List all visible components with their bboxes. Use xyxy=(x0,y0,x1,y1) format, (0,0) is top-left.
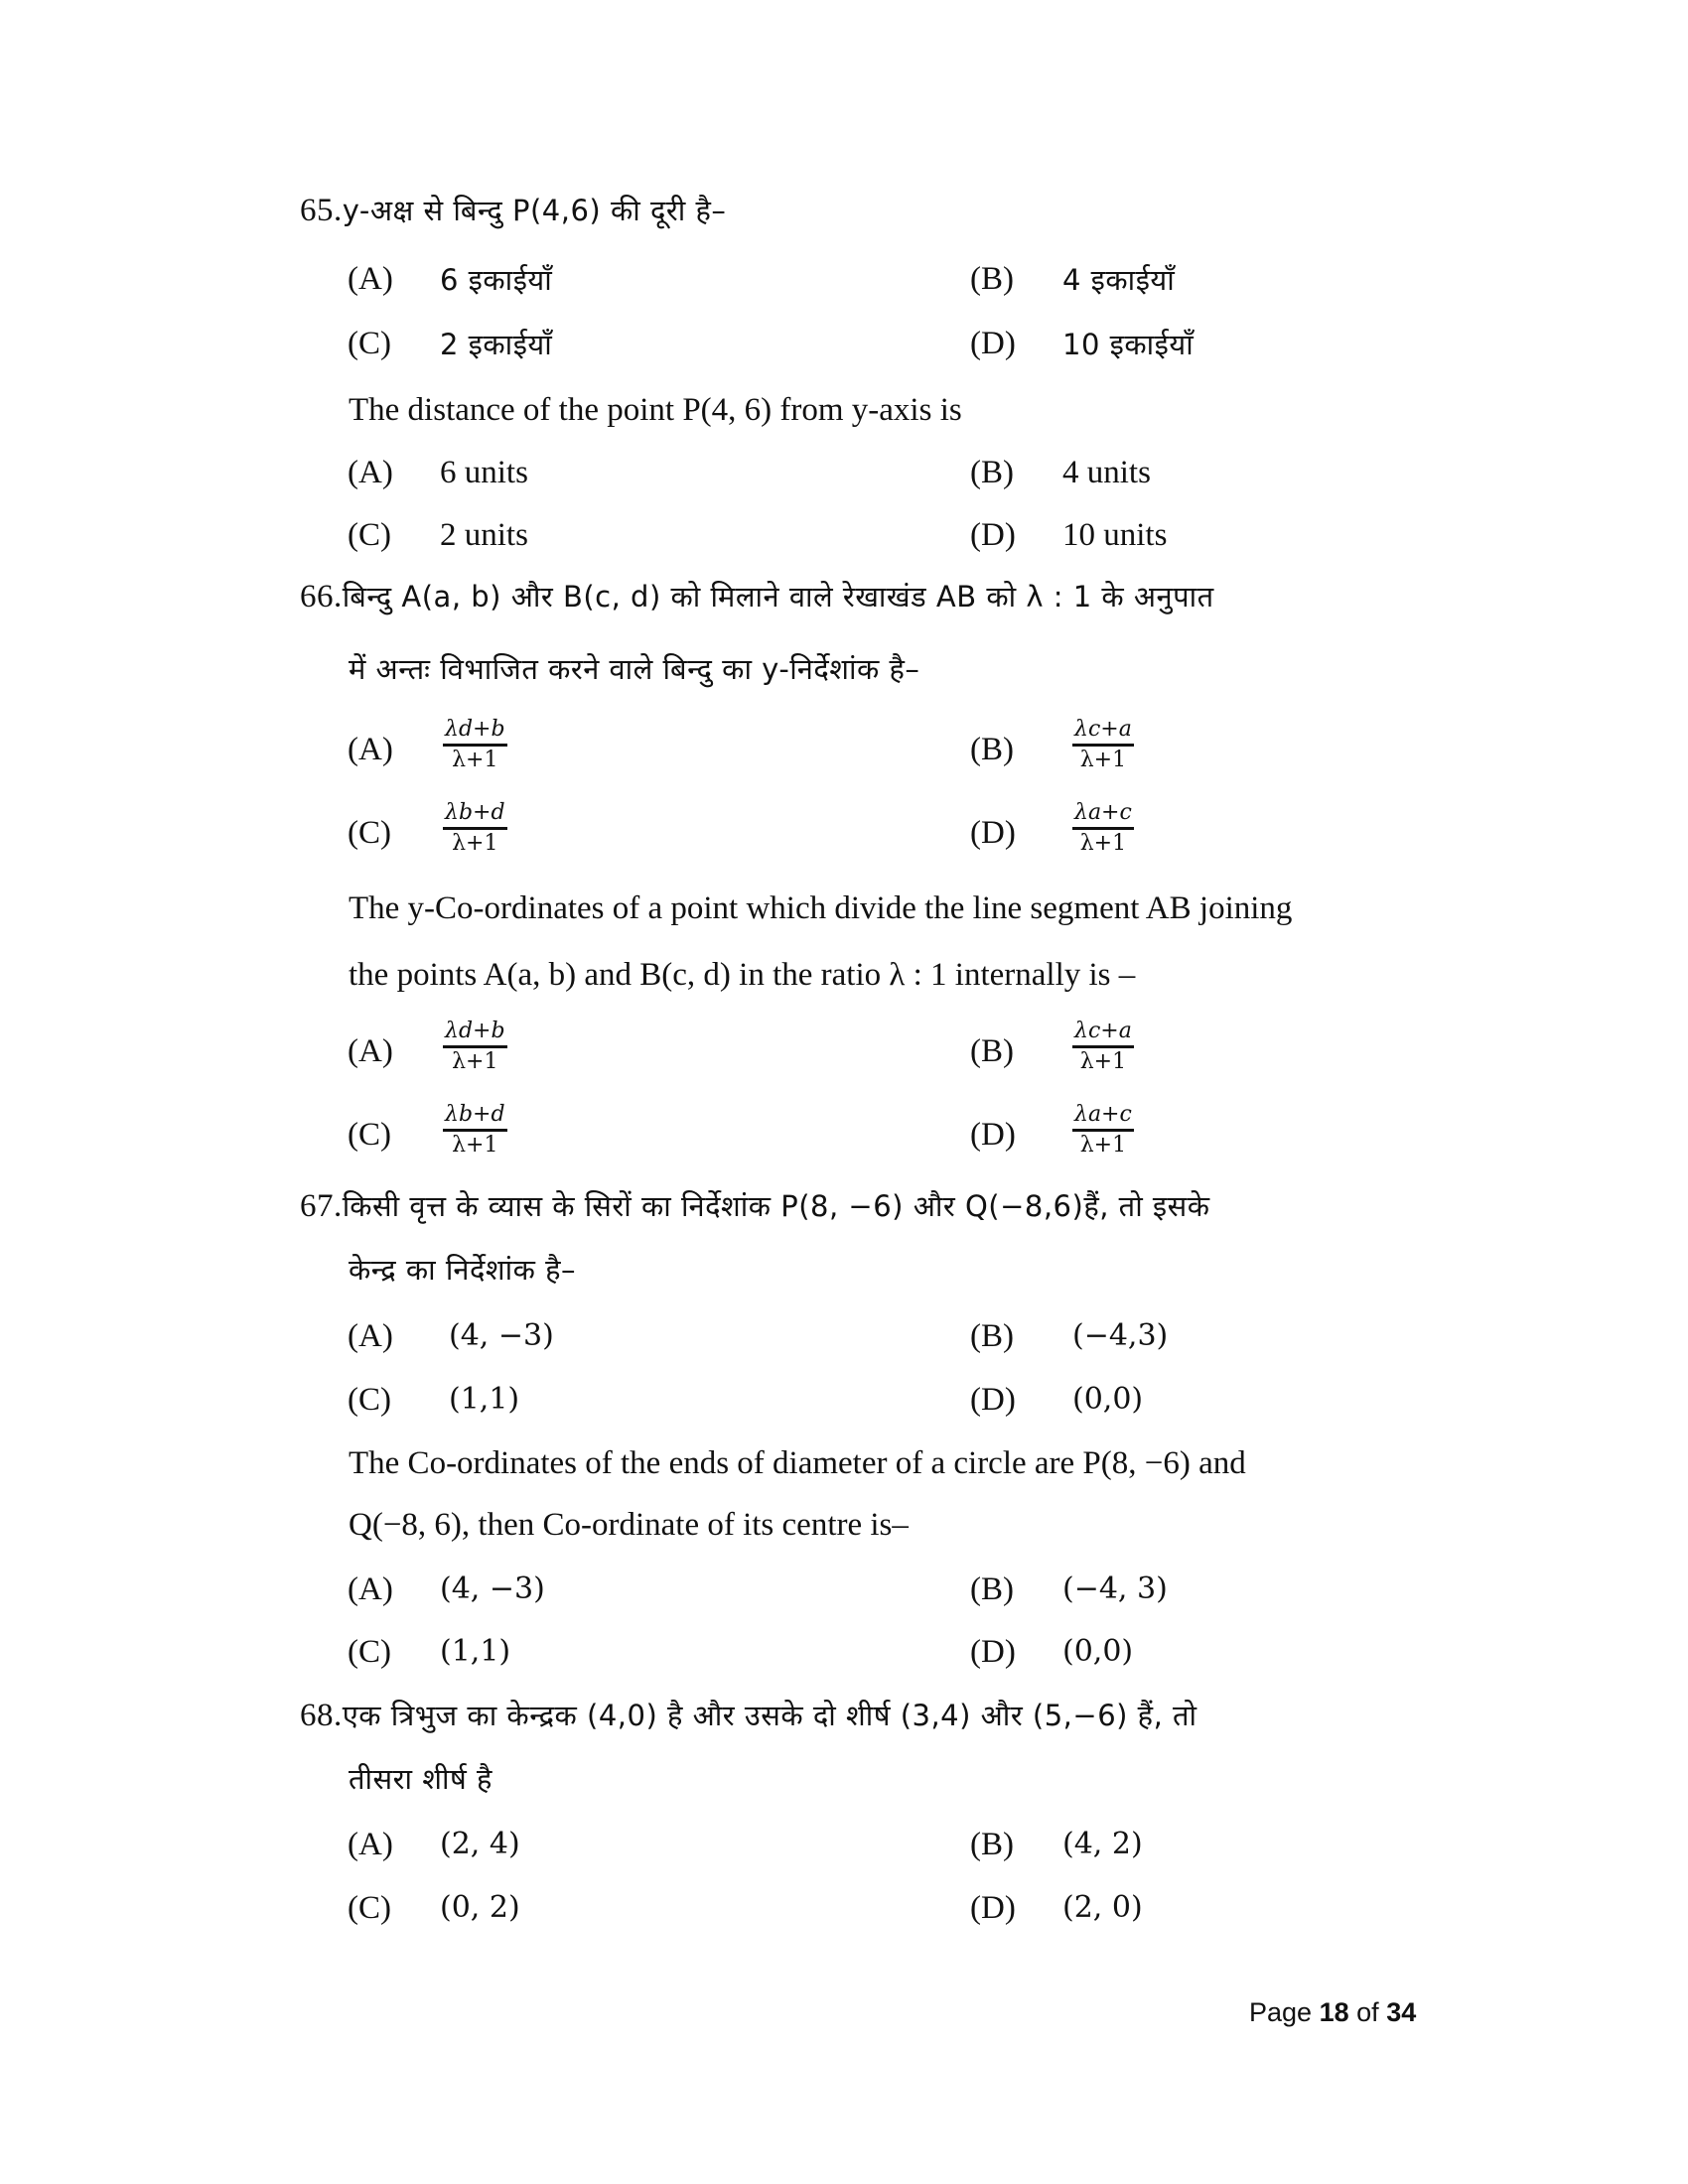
option-label: (A) xyxy=(348,1033,393,1069)
option-label: (A) xyxy=(348,455,393,490)
option-label: (D) xyxy=(970,1117,1016,1153)
option-label: (B) xyxy=(970,455,1014,490)
option-label: (A) xyxy=(348,1827,393,1862)
question-stem-line xyxy=(300,1186,1210,1226)
option-value: 4 units xyxy=(1062,455,1151,490)
option-fraction xyxy=(443,1019,507,1075)
option-value: 10 इकाईयाँ xyxy=(1062,328,1195,361)
option-fraction xyxy=(443,800,507,857)
question-stem-line xyxy=(300,577,1214,616)
question-stem-line xyxy=(300,191,726,230)
option-label: (B) xyxy=(970,732,1014,767)
question-number: 68. xyxy=(300,1698,343,1733)
page-number-footer xyxy=(1249,1997,1416,2028)
option-label: (A) xyxy=(348,732,393,767)
fraction-denominator: λ+1 xyxy=(1079,1049,1127,1074)
fraction-numerator: λa+c xyxy=(1074,800,1132,825)
option-fraction xyxy=(1072,1102,1134,1159)
question-stem-line-english: The y-Co-ordinates of a point which divide the line segment AB joining xyxy=(349,890,1293,926)
question-stem-text: बिन्दु A(a, b) और B(c, d) को मिलाने वाले रेखाखंड AB को λ : 1 के अनुपात xyxy=(342,580,1214,614)
question-stem-line: तीसरा शीर्ष है xyxy=(349,1762,492,1796)
question-stem-text: किसी वृत्त के व्यास के सिरों का निर्देशांक P(8, −6) और Q(−8,6)हैं, तो इसके xyxy=(342,1189,1210,1223)
question-stem-text: y-अक्ष से बिन्दु P(4,6) की दूरी है– xyxy=(342,194,727,227)
fraction-denominator: λ+1 xyxy=(452,748,498,772)
option-value: (4, 2) xyxy=(1062,1827,1143,1861)
option-label: (C) xyxy=(348,1117,391,1153)
fraction-numerator: λc+a xyxy=(1074,1019,1132,1043)
fraction-numerator: λb+d xyxy=(445,1102,505,1127)
option-value: (2, 0) xyxy=(1062,1890,1143,1925)
total-pages-number: 34 xyxy=(1386,1997,1417,2027)
option-value: (0,0) xyxy=(1072,1382,1144,1417)
option-label: (D) xyxy=(970,1382,1016,1418)
option-label: (C) xyxy=(348,815,391,851)
option-value: 2 units xyxy=(440,517,528,553)
option-label: (C) xyxy=(348,1634,391,1670)
question-stem-line-english: The distance of the point P(4, 6) from y-axis is xyxy=(349,392,962,428)
option-label: (A) xyxy=(348,1318,393,1354)
fraction-numerator: λd+b xyxy=(445,717,505,742)
question-number: 66. xyxy=(300,579,343,614)
option-label: (B) xyxy=(970,1318,1014,1354)
option-value: (−4,3) xyxy=(1072,1318,1169,1353)
option-value: (0, 2) xyxy=(440,1890,520,1925)
option-value: (1,1) xyxy=(449,1382,520,1417)
fraction-denominator: λ+1 xyxy=(452,1049,498,1074)
fraction-bar xyxy=(1072,827,1134,830)
option-value: 4 इकाईयाँ xyxy=(1062,263,1176,297)
question-stem-line-english: Q(−8, 6), then Co-ordinate of its centre is– xyxy=(349,1507,909,1543)
option-fraction xyxy=(1072,1019,1134,1075)
option-label: (D) xyxy=(970,326,1016,361)
question-stem-line-english: the points A(a, b) and B(c, d) in the ratio λ : 1 internally is – xyxy=(349,957,1136,993)
question-number: 65. xyxy=(300,193,343,228)
option-value: (4, −3) xyxy=(449,1318,554,1353)
current-page-number: 18 xyxy=(1319,1997,1349,2027)
option-label: (D) xyxy=(970,517,1016,553)
option-value: (2, 4) xyxy=(440,1827,520,1861)
option-fraction xyxy=(1072,717,1134,773)
option-value: (−4, 3) xyxy=(1062,1571,1168,1606)
option-label: (B) xyxy=(970,1827,1014,1862)
page-word: Page xyxy=(1249,1997,1313,2027)
option-value: 6 units xyxy=(440,455,528,490)
option-value: (1,1) xyxy=(440,1634,511,1669)
fraction-numerator: λc+a xyxy=(1074,717,1132,742)
option-label: (D) xyxy=(970,815,1016,851)
option-label: (B) xyxy=(970,1033,1014,1069)
question-stem-line: में अन्तः विभाजित करने वाले बिन्दु का y-निर्देशांक है– xyxy=(349,652,920,686)
option-value: 2 इकाईयाँ xyxy=(440,328,553,361)
fraction-bar xyxy=(443,744,507,747)
question-stem-text: एक त्रिभुज का केन्द्रक (4,0) है और उसके दो शीर्ष (3,4) और (5,−6) हैं, तो xyxy=(342,1699,1197,1732)
fraction-bar xyxy=(443,1045,507,1048)
of-word: of xyxy=(1356,1997,1379,2027)
fraction-numerator: λb+d xyxy=(445,800,505,825)
option-fraction xyxy=(443,717,507,773)
option-label: (B) xyxy=(970,1571,1014,1607)
fraction-denominator: λ+1 xyxy=(452,1133,498,1158)
option-fraction xyxy=(443,1102,507,1159)
option-fraction xyxy=(1072,800,1134,857)
option-label: (D) xyxy=(970,1634,1016,1670)
option-label: (A) xyxy=(348,1571,393,1607)
option-value: 10 units xyxy=(1062,517,1168,553)
fraction-denominator: λ+1 xyxy=(1079,831,1127,856)
option-label: (B) xyxy=(970,261,1014,297)
fraction-numerator: λa+c xyxy=(1074,1102,1132,1127)
fraction-bar xyxy=(443,827,507,830)
option-label: (C) xyxy=(348,326,391,361)
fraction-bar xyxy=(443,1129,507,1132)
fraction-denominator: λ+1 xyxy=(452,831,498,856)
question-number: 67. xyxy=(300,1188,343,1224)
fraction-denominator: λ+1 xyxy=(1079,748,1127,772)
option-value: 6 इकाईयाँ xyxy=(440,263,553,297)
fraction-numerator: λd+b xyxy=(445,1019,505,1043)
fraction-bar xyxy=(1072,744,1134,747)
option-label: (C) xyxy=(348,1890,391,1926)
option-value: (4, −3) xyxy=(440,1571,545,1606)
fraction-denominator: λ+1 xyxy=(1079,1133,1127,1158)
question-stem-line: केन्द्र का निर्देशांक है– xyxy=(349,1253,576,1287)
question-stem-line xyxy=(300,1696,1197,1735)
option-label: (C) xyxy=(348,1382,391,1418)
fraction-bar xyxy=(1072,1045,1134,1048)
fraction-bar xyxy=(1072,1129,1134,1132)
question-stem-line-english: The Co-ordinates of the ends of diameter of a circle are P(8, −6) and xyxy=(349,1445,1246,1481)
option-label: (C) xyxy=(348,517,391,553)
option-label: (A) xyxy=(348,261,393,297)
option-value: (0,0) xyxy=(1062,1634,1134,1669)
option-label: (D) xyxy=(970,1890,1016,1926)
